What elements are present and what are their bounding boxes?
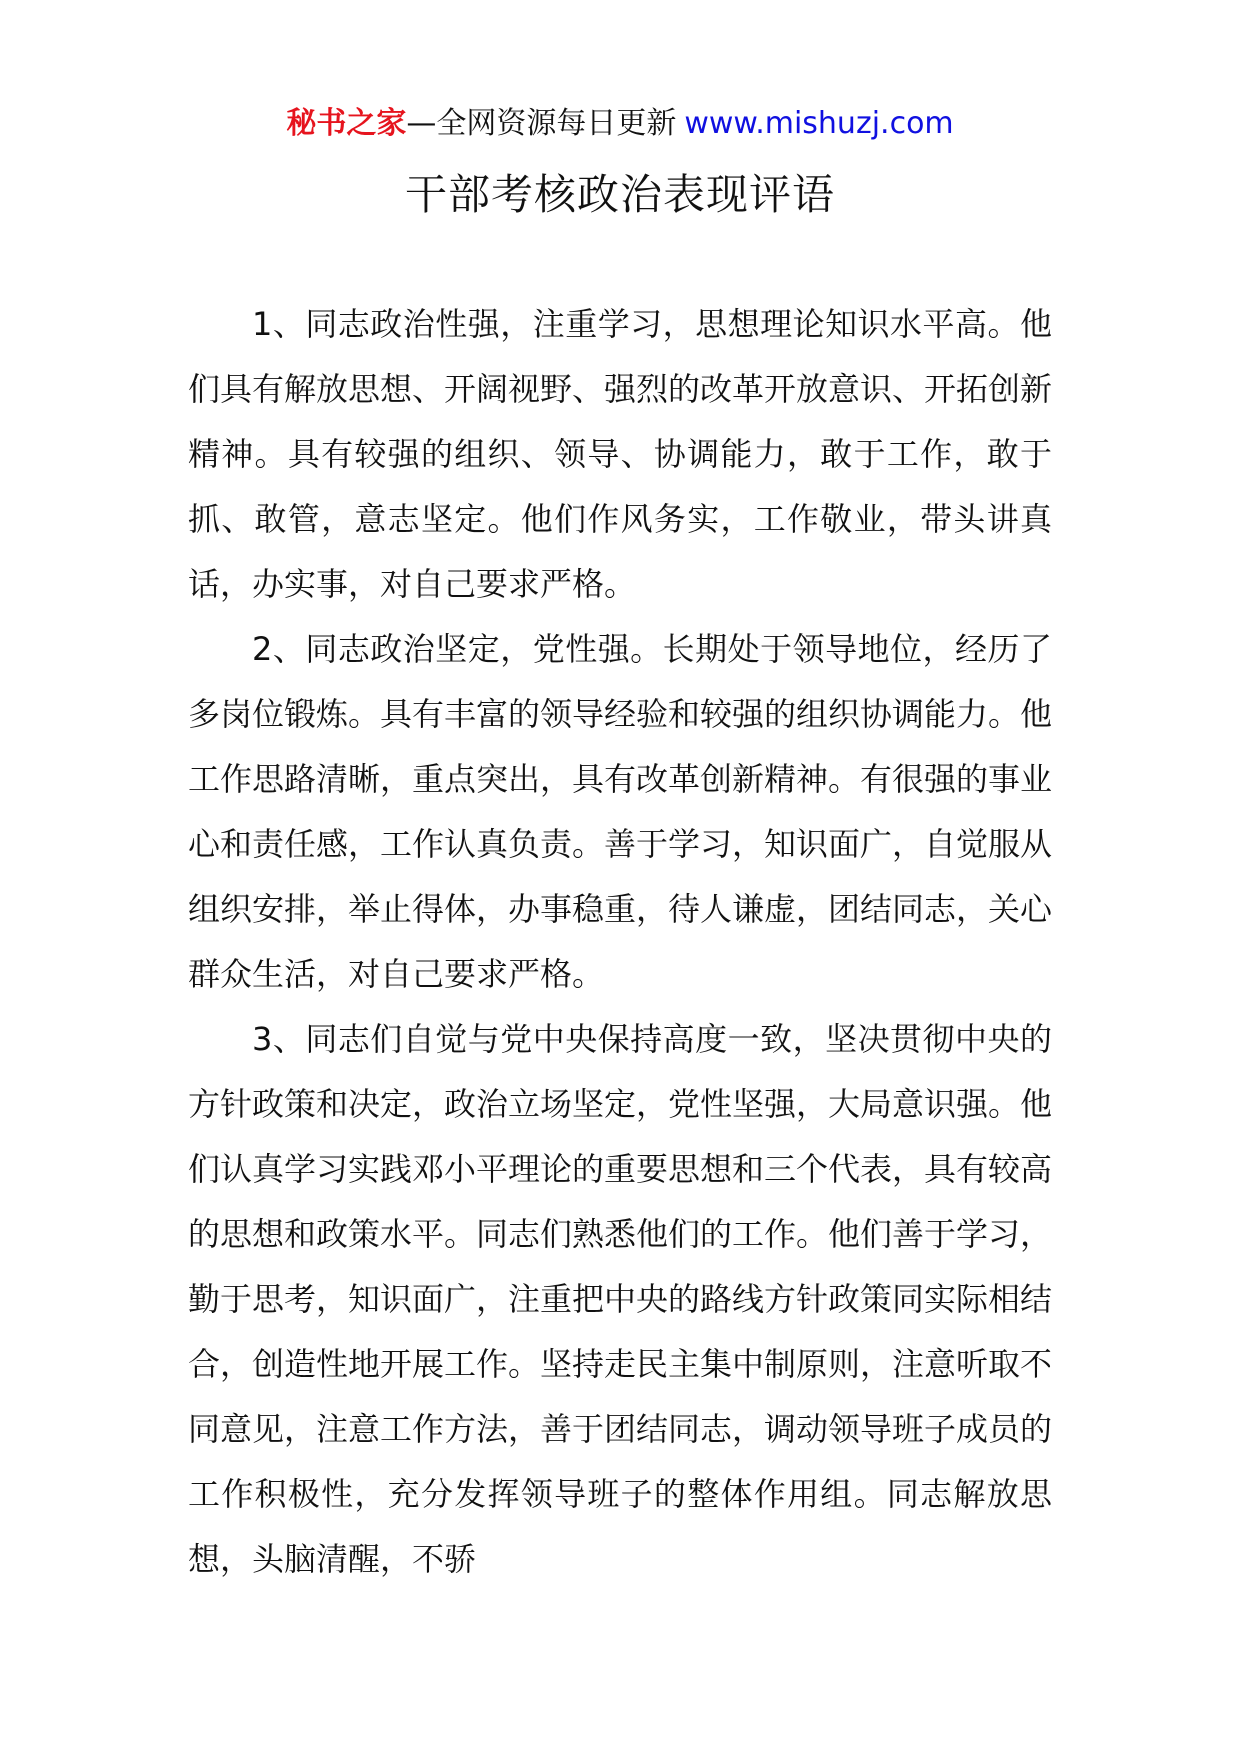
document-body <box>188 292 1052 1592</box>
site-header <box>0 100 1240 148</box>
paragraph-3: 3、同志们自觉与党中央保持高度一致，坚决贯彻中央的方针政策和决定，政治立场坚定，党性坚强，大局意识强。他们认真学习实践邓小平理论的重要思想和三个代表，具有较高的思想和政策水平。同志们熟悉他们的工作。他们善于学习，勤于思考，知识面广，注重把中央的路线方针政策同实际相结合，创造性地开展工作。坚持走民主集中制原则，注意听取不同意见，注意工作方法，善于团结同志，调动领导班子成员的工作积极性，充分发挥领导班子的整体作用组。同志解放思想，头脑清醒，不骄 <box>188 1020 1053 1578</box>
site-url-link[interactable]: www.mishuzj.com <box>684 106 954 141</box>
paragraph-1: 1、同志政治性强，注重学习，思想理论知识水平高。他们具有解放思想、开阔视野、强烈的改革开放意识、开拓创新精神。具有较强的组织、领导、协调能力，敢于工作，敢于抓、敢管，意志坚定。他们作风务实，工作敬业，带头讲真话，办实事，对自己要求严格。 <box>188 305 1053 603</box>
brand-name: 秘书之家 <box>286 106 407 141</box>
document-title: 干部考核政治表现评语 <box>404 170 835 219</box>
paragraph-2: 2、同志政治坚定，党性强。长期处于领导地位，经历了多岗位锻炼。具有丰富的领导经验和较强的组织协调能力。他工作思路清晰，重点突出，具有改革创新精神。有很强的事业心和责任感，工作认真负责。善于学习，知识面广，自觉服从组织安排，举止得体，办事稳重，待人谦虚，团结同志，关心群众生活，对自己要求严格。 <box>188 630 1053 993</box>
header-slogan: —全网资源每日更新 <box>406 106 677 141</box>
